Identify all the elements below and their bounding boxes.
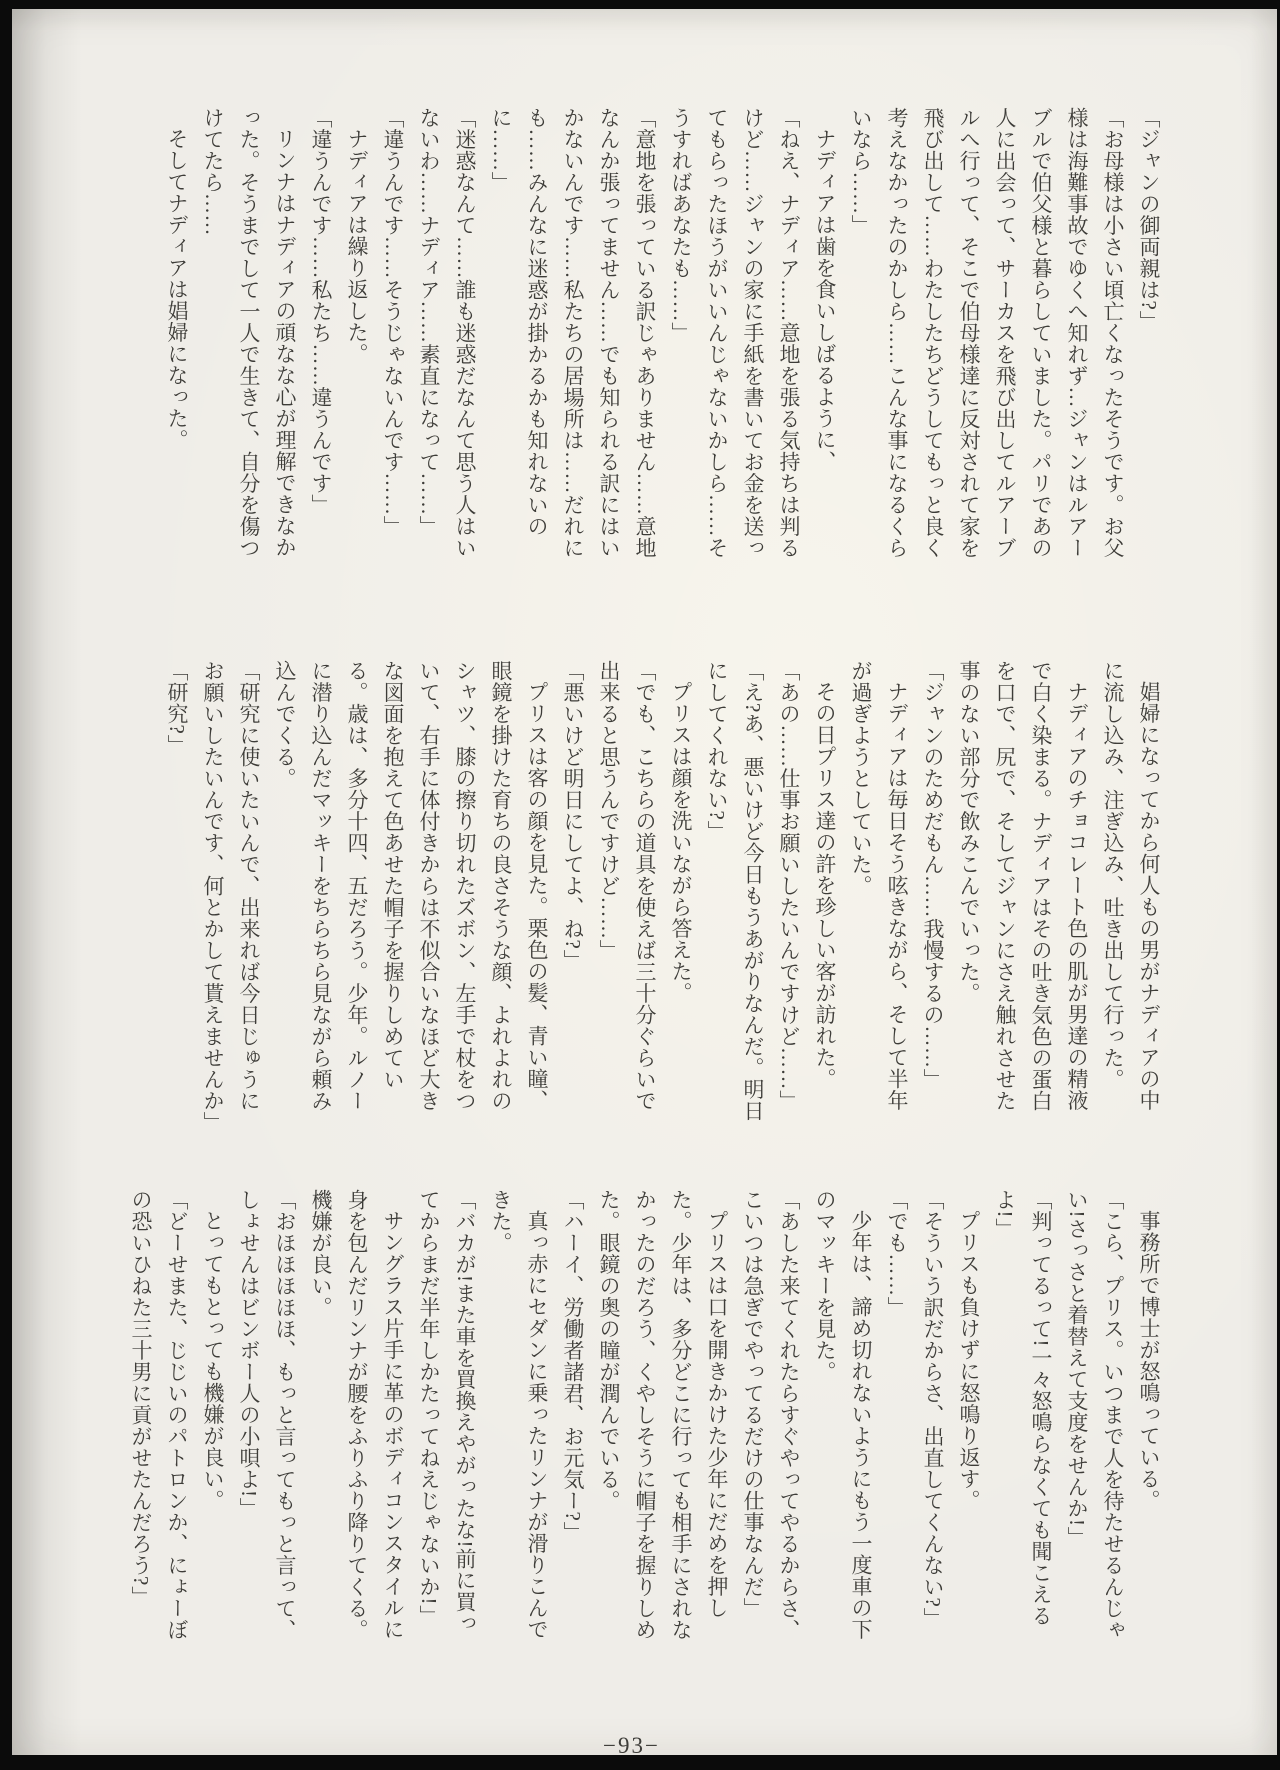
text-column-paragraph: 「お母様は小さい頃亡くなったそうです。お父様は海難事故でゆくへ知れず…ジャンはルアーブルで伯父様と暮らしていました。パリであの人に出会って、サーカスを飛び出してルアーブルへ行って、そこで伯母様達に反対されて家を飛び出して……わたしたちどうしてもっと良く考えなかったのかしら……こんな事になるくらいなら……」 — [849, 107, 1125, 559]
text-column-paragraph: ナディアのチョコレート色の肌が男達の精液で白く染まる。ナディアはその吐き気色の蛋白を口で、尻で、そしてジャンにさえ触れさせた事のない部分で飲みこんでいった。 — [957, 660, 1089, 1112]
text-column-paragraph: 「ハーイ、労働者諸君、お元気ー?」 — [561, 1189, 585, 1543]
text-column-paragraph: 「ねえ、ナディア……意地を張る気持ちは判るけど……ジャンの家に手紙を書いてお金を送ってもらったほうがいいんじゃないかしら……そうすればあなたも……」 — [669, 107, 801, 559]
text-column-paragraph: 「こら、プリス。いつまで人を待たせるんじゃい!さっさと着替えて支度をせんか!」 — [1065, 1189, 1125, 1641]
text-column-paragraph: 「でも……」 — [885, 1189, 909, 1318]
text-column-paragraph: 「ジャンの御両親は?」 — [1137, 107, 1161, 332]
text-column-paragraph: 「悪いけど明日にしてよ、ね?」 — [561, 660, 585, 971]
text-column-paragraph: 「研究に使いたいんで、出来れば今日じゅうにお願いしたいんです、何とかして貰えませんか」 — [201, 660, 261, 1133]
text-column-paragraph: 「あの……仕事お願いしたいんですけど……」 — [777, 660, 801, 1112]
text-column-paragraph: 「判ってるって!一々怒鳴らなくても聞こえるよ!」 — [993, 1189, 1053, 1627]
text-column-paragraph: ナディアは毎日そう呟きながら、そして半年が過ぎようとしていた。 — [849, 660, 909, 1111]
page-text-area — [84, 107, 1167, 1695]
text-column-paragraph: 「研究?」 — [165, 660, 189, 756]
text-column-paragraph: プリスは口を開きかけた少年にだめを押した。少年は、多分どこに行っても相手にされなかったのだろう、くやしそうに帽子を握りしめた。眼鏡の奥の瞳が潤んでいる。 — [597, 1189, 729, 1641]
text-column-paragraph: 少年は、諦め切れないようにもう一度車の下のマッキーを見た。 — [813, 1189, 873, 1640]
text-band-middle — [84, 660, 1167, 1133]
text-column-paragraph: 「え?あ、悪いけど今日もうあがりなんだ。明日にしてくれない?」 — [705, 660, 765, 1122]
text-band-top — [84, 107, 1167, 572]
text-column-paragraph: サングラス片手に革のボディコンスタイルに身を包んだリンナが腰をふりふり降りてくる。機嫌が良い。 — [309, 1189, 405, 1641]
text-band-bottom — [84, 1189, 1167, 1654]
text-column-paragraph: プリスは客の顔を見た。栗色の髪、青い瞳、眼鏡を掛けた育ちの良さそうな顔、よれよれのシャツ、膝の擦り切れたズボン、左手で杖をついて、右手に体付きからは不似合いなほど大きな図面を抱えて色あせた帽子を握りしめている。歳は、多分十四、五だろう。少年。ルノーに潜り込んだマッキーをちらちら見ながら頼み込んでくる。 — [273, 660, 549, 1112]
text-column-paragraph: 「迷惑なんて……誰も迷惑だなんて思う人はいないわ……ナディア……素直になって……」 — [417, 107, 477, 559]
text-column-paragraph: その日プリス達の許を珍しい客が訪れた。 — [813, 681, 837, 1090]
text-column-paragraph: 「どーせまた、じじいのパトロンか、にょーぼの恐いひねた三十男に貢がせたんだろう?」 — [129, 1189, 189, 1641]
text-column-paragraph: そしてナディアは娼婦になった。 — [165, 128, 189, 451]
text-column-paragraph: プリスも負けずに怒鳴り返す。 — [957, 1210, 981, 1511]
text-column-paragraph: 娼婦になってから何人もの男がナディアの中に流し込み、注ぎ込み、吐き出して行った。 — [1101, 660, 1161, 1111]
text-column-paragraph: 「おほほほほほ、もっと言ってもっと言って、しょせんはビンボー人の小唄よ!」 — [237, 1189, 297, 1641]
text-column-paragraph: 「違うんです……私たち……違うんです」 — [309, 107, 333, 516]
text-column-paragraph: 「そういう訳だからさ、出直してくんない?」 — [921, 1189, 945, 1629]
page-number: −93− — [603, 1733, 660, 1758]
text-column-paragraph: ナディアは繰り返した。 — [345, 128, 369, 365]
text-column-paragraph: 「バカが!また車を買換えやがったな!前に買ってからまだ半年しかたってねえじゃないか!」 — [417, 1189, 477, 1634]
text-column-paragraph: 「あした来てくれたらすぐやってやるからさ、こいつは急ぎでやってるだけの仕事なんだ」 — [741, 1189, 801, 1641]
text-column-paragraph: 「でも、こちらの道具を使えば三十分ぐらいで出来ると思うんですけど……」 — [597, 660, 657, 1112]
text-column-paragraph: ナディアは歯を食いしばるように、 — [813, 128, 837, 472]
book-page — [12, 9, 1277, 1758]
text-column-paragraph: 「違うんです……そうじゃないんです……」 — [381, 107, 405, 537]
text-column-paragraph: 「ジャンのためだもん……我慢するの……」 — [921, 660, 945, 1090]
text-column-paragraph: 真っ赤にセダンに乗ったリンナが滑りこんできた。 — [489, 1189, 549, 1640]
text-column-paragraph: リンナはナディアの頑なな心が理解できなかった。そうまでして一人で生きて、自分を傷つけてたら…… — [201, 107, 297, 559]
text-column-paragraph: 「意地を張っている訳じゃありません……意地なんか張ってません……でも知られる訳にはいかないんです……私たちの居場所は……だれにも……みんなに迷惑が掛かるかも知れないのに……」 — [489, 107, 657, 559]
text-column-paragraph: プリスは顔を洗いながら答えた。 — [669, 681, 693, 1004]
text-column-paragraph: とってもとっても機嫌が良い。 — [201, 1210, 225, 1511]
text-column-paragraph: 事務所で博士が怒鳴っている。 — [1137, 1210, 1161, 1511]
